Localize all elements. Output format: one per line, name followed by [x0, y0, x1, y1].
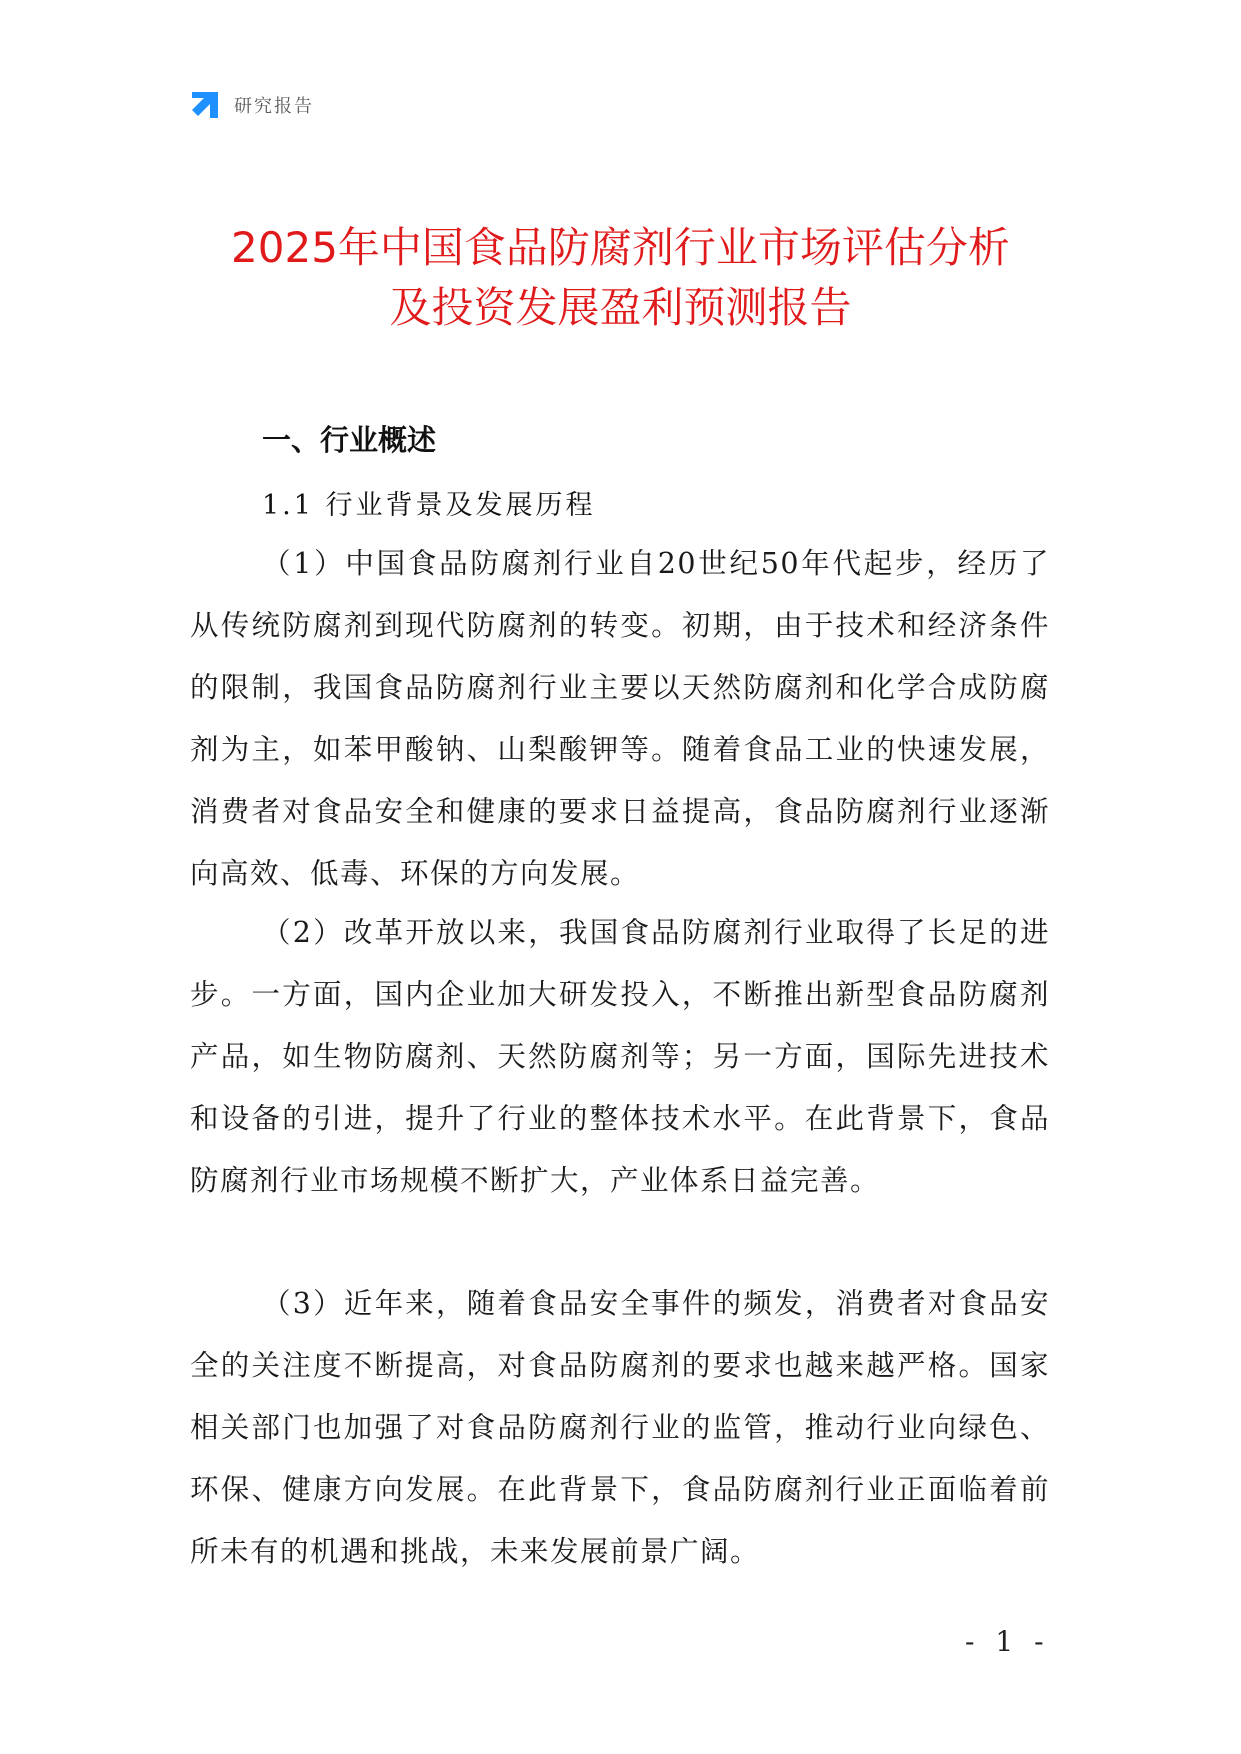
paragraph-2: （2）改革开放以来，我国食品防腐剂行业取得了长足的进步。一方面，国内企业加大研发投入，不断推出新型食品防腐剂产品，如生物防腐剂、天然防腐剂等；另一方面，国际先进技术和设备的引进，提升了行业的整体技术水平。在此背景下，食品防腐剂行业市场规模不断扩大，产业体系日益完善。 — [190, 916, 1050, 1197]
section-heading: 一、行业概述 — [262, 423, 437, 457]
header-label: 研究报告 — [234, 96, 314, 117]
title-line-2: 及投资发展盈利预测报告 — [389, 283, 852, 332]
paragraph-3: （3）近年来，随着食品安全事件的频发，消费者对食品安全的关注度不断提高，对食品防腐剂的要求也越来越严格。国家相关部门也加强了对食品防腐剂行业的监管，推动行业向绿色、环保、健康方向发展。在此背景下，食品防腐剂行业正面临着前所未有的机遇和挑战，未来发展前景广阔。 — [190, 1287, 1050, 1568]
title-line-1: 2025年中国食品防腐剂行业市场评估分析 — [231, 223, 1010, 272]
paragraph-1: （1）中国食品防腐剂行业自20世纪50年代起步，经历了从传统防腐剂到现代防腐剂的转变。初期，由于技术和经济条件的限制，我国食品防腐剂行业主要以天然防腐剂和化学合成防腐剂为主，如苯甲酸钠、山梨酸钾等。随着食品工业的快速发展，消费者对食品安全和健康的要求日益提高，食品防腐剂行业逐渐向高效、低毒、环保的方向发展。 — [190, 547, 1050, 890]
report-title — [120, 218, 1121, 338]
arrow-logo-icon — [188, 88, 222, 122]
report-header — [188, 88, 314, 122]
page-number: - 1 - — [965, 1625, 1050, 1658]
section-subheading: 1.1 行业背景及发展历程 — [262, 490, 596, 521]
